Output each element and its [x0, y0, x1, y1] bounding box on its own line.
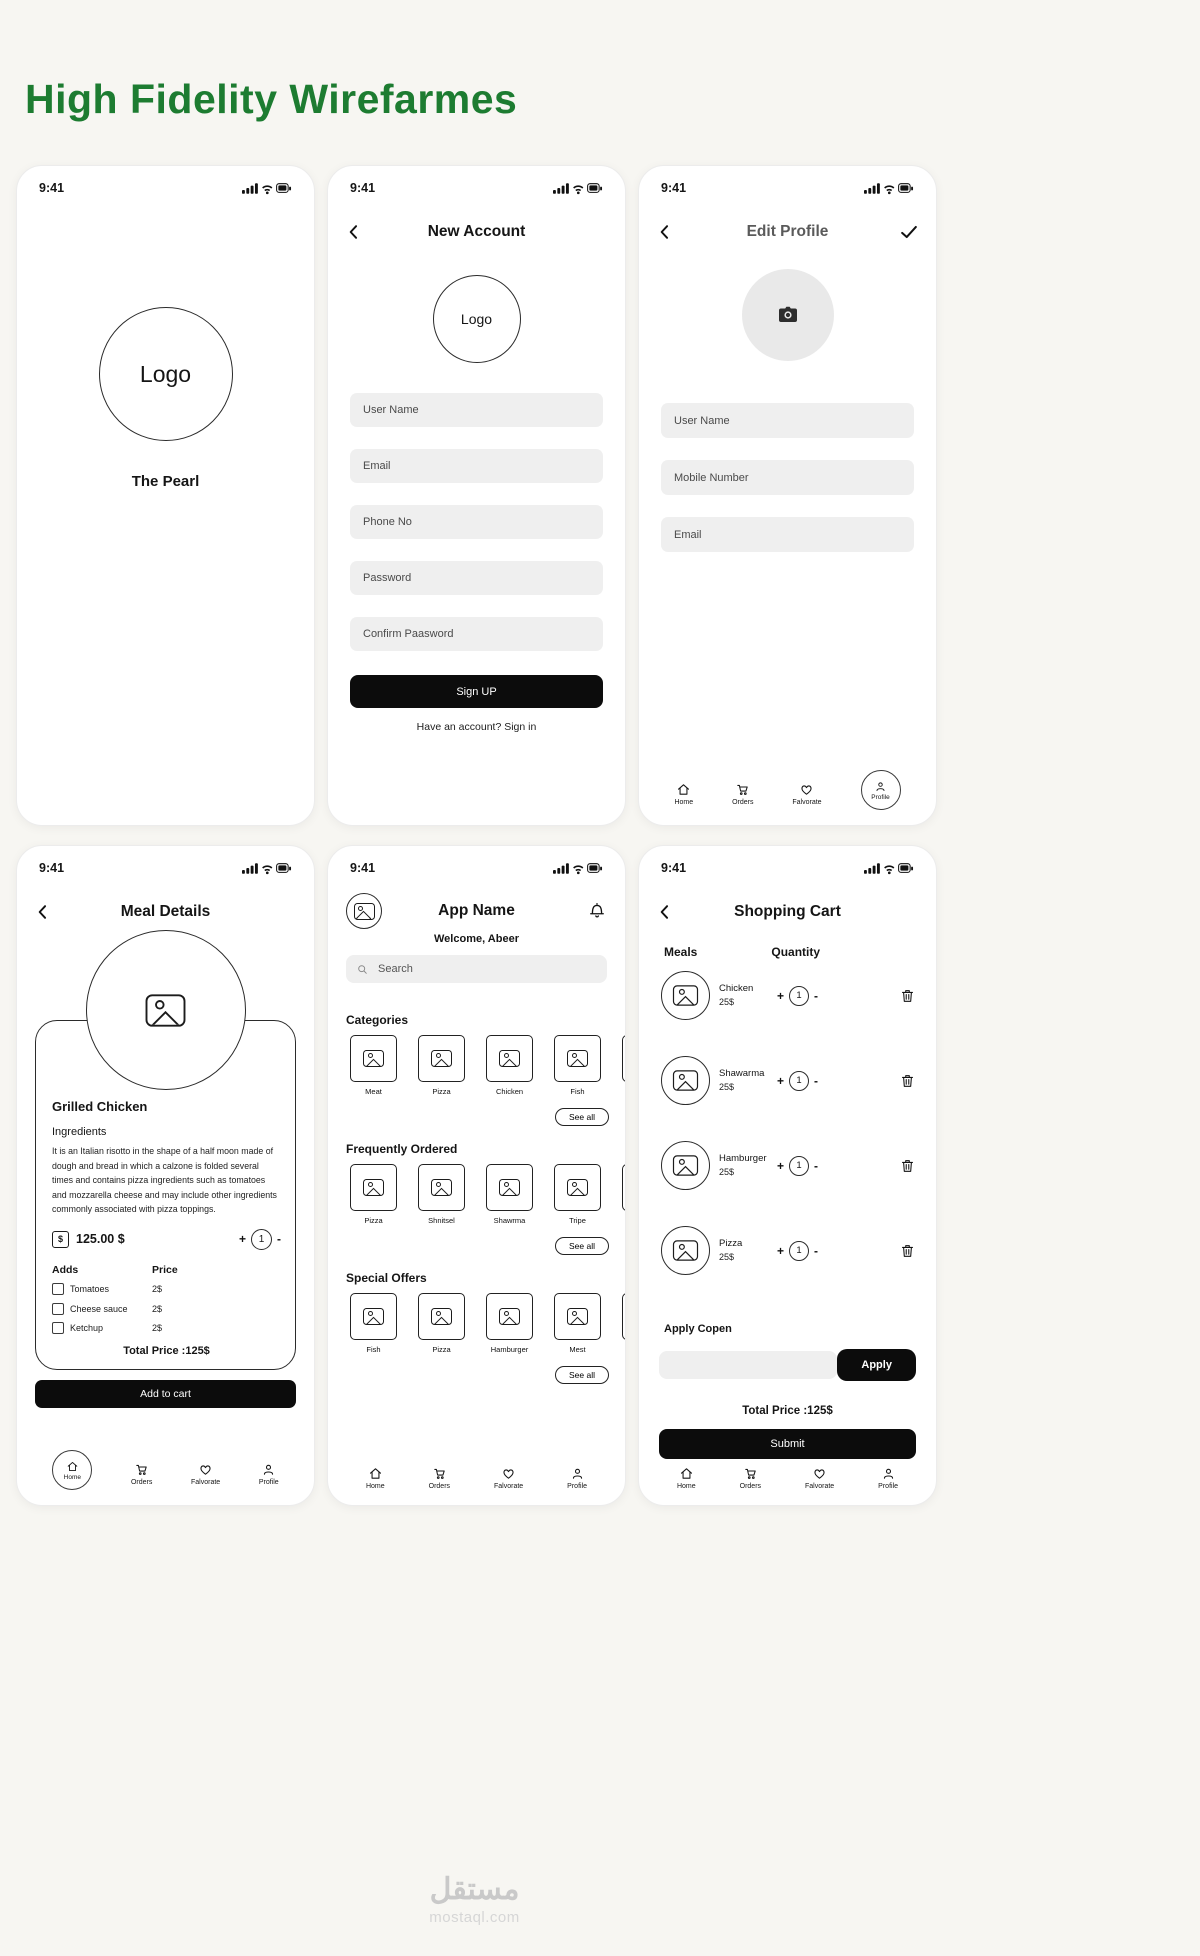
email-input[interactable]	[661, 517, 914, 552]
nav-item-orders[interactable]: Orders	[740, 1466, 761, 1491]
remove-item-button[interactable]	[899, 1072, 916, 1090]
image-placeholder-icon	[431, 1179, 452, 1196]
checkmark-icon	[898, 221, 920, 243]
decrease-button[interactable]: -	[814, 1243, 819, 1258]
nav-item-favorite[interactable]: Falvorate	[191, 1462, 220, 1487]
quantity-value: 1	[789, 986, 809, 1006]
profile-photo-button[interactable]	[742, 269, 834, 361]
quantity-stepper	[239, 1229, 281, 1250]
cart-item-name: Shawarma	[719, 1068, 765, 1080]
increase-button[interactable]: +	[777, 988, 785, 1003]
screen-shopping-cart	[638, 845, 937, 1506]
username-input[interactable]	[350, 393, 603, 427]
image-placeholder-icon	[567, 1308, 588, 1325]
meal-price: 125.00 $	[76, 1232, 125, 1247]
status-time: 9:41	[661, 181, 687, 195]
signal-wifi-battery-icons	[553, 182, 603, 195]
remove-item-button[interactable]	[899, 1242, 916, 1260]
signal-wifi-battery-icons	[864, 182, 914, 195]
quantity-value: 1	[789, 1241, 809, 1261]
image-placeholder-icon	[363, 1050, 384, 1067]
quantity-stepper	[777, 1156, 818, 1176]
nav-item-favorite[interactable]: Falvorate	[792, 782, 821, 807]
screen-title: Edit Profile	[746, 223, 829, 240]
bottom-nav	[328, 1466, 625, 1491]
nav-item-favorite[interactable]: Falvorate	[494, 1466, 523, 1491]
nav-item-home[interactable]: Home	[52, 1450, 92, 1490]
offer-item[interactable]: Fish	[350, 1293, 397, 1354]
price-row	[52, 1229, 281, 1250]
status-bar	[328, 166, 625, 195]
confirm-button[interactable]	[898, 221, 920, 243]
image-placeholder-icon	[673, 1155, 698, 1175]
logo-text: Logo	[460, 311, 493, 327]
cart-item-name: Pizza	[719, 1238, 743, 1250]
back-button[interactable]	[655, 902, 675, 922]
back-button[interactable]	[33, 902, 53, 922]
frequent-item[interactable]: Pizza	[350, 1164, 397, 1225]
profile-icon	[570, 1466, 585, 1481]
submit-order-button[interactable]: Submit	[659, 1429, 916, 1459]
heart-icon	[501, 1466, 516, 1481]
back-icon	[655, 222, 675, 242]
signal-wifi-battery-icons	[864, 862, 914, 875]
see-all-frequent-button[interactable]: See all	[555, 1237, 609, 1255]
nav-item-profile[interactable]: Profile	[861, 770, 901, 810]
sign-in-link[interactable]: Have an account? Sign in	[416, 721, 537, 733]
screen-header	[639, 901, 936, 923]
tomatoes-checkbox[interactable]	[52, 1283, 64, 1295]
bottom-nav	[639, 1466, 936, 1491]
meal-thumbnail	[661, 1141, 710, 1190]
frequent-item[interactable]: Tripe	[554, 1164, 601, 1225]
status-time: 9:41	[661, 861, 687, 875]
status-bar	[639, 166, 936, 195]
quantity-value: 1	[789, 1071, 809, 1091]
bottom-nav	[639, 778, 936, 810]
home-header	[328, 893, 625, 929]
addon-label: Ketchup	[70, 1323, 104, 1334]
image-placeholder-icon	[567, 1050, 588, 1067]
trash-icon	[899, 1072, 916, 1090]
see-all-offers-button[interactable]: See all	[555, 1366, 609, 1384]
nav-item-profile[interactable]: Profile	[878, 1466, 898, 1491]
welcome-text: Welcome, Abeer	[434, 933, 519, 945]
screen-splash	[16, 165, 315, 826]
home-icon	[679, 1466, 694, 1481]
page-title: High Fidelity Wirefarmes	[25, 76, 518, 122]
bell-icon	[587, 900, 607, 920]
nav-item-home[interactable]: Home	[674, 782, 693, 807]
screen-meal-details	[16, 845, 315, 1506]
profile-form	[639, 403, 936, 574]
profile-icon	[881, 1466, 896, 1481]
meal-name: Grilled Chicken	[52, 1099, 148, 1114]
sign-up-button[interactable]: Sign UP	[350, 675, 603, 708]
screen-title: App Name	[438, 902, 515, 919]
meal-image	[86, 930, 246, 1090]
image-placeholder-icon	[673, 1070, 698, 1090]
app-name: The Pearl	[131, 473, 200, 490]
trash-icon	[899, 1157, 916, 1175]
signup-form	[328, 393, 625, 708]
screen-home	[327, 845, 626, 1506]
image-placeholder-icon	[499, 1050, 520, 1067]
splash-body	[17, 195, 314, 825]
cart-item	[639, 1056, 936, 1105]
back-button[interactable]	[344, 222, 364, 242]
quantity-value: 1	[789, 1156, 809, 1176]
search-bar[interactable]	[346, 955, 607, 983]
cart-icon	[735, 782, 750, 797]
status-time: 9:41	[39, 861, 65, 875]
profile-icon	[874, 780, 887, 793]
search-icon	[356, 963, 369, 976]
app-logo	[433, 275, 521, 363]
offer-item[interactable]: Pizza	[418, 1293, 465, 1354]
ketchup-checkbox[interactable]	[52, 1322, 64, 1334]
app-logo-icon	[346, 893, 382, 929]
addon-price: 2$	[152, 1303, 163, 1314]
status-time: 9:41	[39, 181, 65, 195]
frequently-ordered-row	[328, 1164, 625, 1225]
addons-header	[52, 1264, 281, 1276]
cart-item	[639, 1226, 936, 1275]
cart-item-price: 25$	[719, 1166, 735, 1177]
addon-label: Cheese sauce	[70, 1303, 128, 1314]
cart-column-headers	[664, 945, 936, 959]
decrease-button[interactable]: -	[814, 988, 819, 1003]
phone-input[interactable]	[350, 505, 603, 539]
frequent-item[interactable]: Shnitsel	[418, 1164, 465, 1225]
screen-header	[328, 221, 625, 243]
remove-item-button[interactable]	[899, 987, 916, 1005]
nav-item-home[interactable]: Home	[366, 1466, 385, 1491]
addon-label: Tomatoes	[70, 1284, 110, 1295]
categories-row	[328, 1035, 625, 1096]
addon-row	[52, 1303, 281, 1315]
home-icon	[368, 1466, 383, 1481]
frequent-item-partial[interactable]	[622, 1164, 625, 1225]
quantity-stepper	[777, 986, 818, 1006]
coupon-label: Apply Copen	[664, 1323, 732, 1335]
cart-item-name: Chicken	[719, 983, 754, 995]
wireframes-grid	[16, 165, 937, 1506]
cheese-sauce-checkbox[interactable]	[52, 1303, 64, 1315]
signal-wifi-battery-icons	[242, 182, 292, 195]
notifications-button[interactable]	[587, 900, 607, 920]
cart-icon	[432, 1466, 447, 1481]
increase-button[interactable]: +	[777, 1073, 785, 1088]
coupon-row	[659, 1349, 916, 1381]
signal-wifi-battery-icons	[242, 862, 292, 875]
frequent-item[interactable]: Shawrma	[486, 1164, 533, 1225]
image-placeholder-icon	[363, 1179, 384, 1196]
image-placeholder-icon	[673, 1240, 698, 1260]
cart-icon	[134, 1462, 149, 1477]
see-all-categories-button[interactable]: See all	[555, 1108, 609, 1126]
heart-icon	[799, 782, 814, 797]
search-input[interactable]	[376, 962, 597, 976]
heart-icon	[812, 1466, 827, 1481]
watermark	[16, 1872, 933, 1926]
image-placeholder-icon	[354, 903, 375, 920]
category-item[interactable]: Meat	[350, 1035, 397, 1096]
app-logo	[99, 307, 233, 441]
coupon-input[interactable]	[659, 1351, 837, 1379]
status-bar	[639, 846, 936, 875]
home-icon	[676, 782, 691, 797]
category-item-partial[interactable]	[622, 1035, 625, 1096]
decrease-button[interactable]: -	[277, 1232, 281, 1247]
screen-header	[639, 221, 936, 243]
nav-item-profile[interactable]: Profile	[567, 1466, 587, 1491]
password-input[interactable]	[350, 561, 603, 595]
screen-title: Shopping Cart	[734, 903, 841, 920]
screen-title: Meal Details	[120, 903, 211, 920]
total-price: Total Price :125$	[123, 1345, 210, 1358]
image-placeholder-icon	[363, 1308, 384, 1325]
username-input[interactable]	[661, 403, 914, 438]
cart-item	[639, 1141, 936, 1190]
nav-item-favorite[interactable]: Falvorate	[805, 1466, 834, 1491]
apply-coupon-button[interactable]: Apply	[837, 1349, 916, 1381]
signal-wifi-battery-icons	[553, 862, 603, 875]
nav-item-home[interactable]: Home	[677, 1466, 696, 1491]
back-icon	[344, 222, 364, 242]
quantity-value: 1	[251, 1229, 272, 1250]
heart-icon	[198, 1462, 213, 1477]
quantity-column-label: Quantity	[771, 945, 821, 959]
cart-icon	[743, 1466, 758, 1481]
image-placeholder-icon	[499, 1308, 520, 1325]
category-item[interactable]: Pizza	[418, 1035, 465, 1096]
remove-item-button[interactable]	[899, 1157, 916, 1175]
special-offers-row	[328, 1293, 625, 1354]
home-icon	[66, 1460, 79, 1473]
image-placeholder-icon	[567, 1179, 588, 1196]
status-bar	[17, 166, 314, 195]
increase-button[interactable]: +	[238, 1232, 246, 1247]
confirm-password-input[interactable]	[350, 617, 603, 651]
nav-item-orders[interactable]: Orders	[732, 782, 753, 807]
trash-icon	[899, 987, 916, 1005]
section-title-special-offers: Special Offers	[346, 1271, 427, 1285]
ingredients-text: It is an Italian risotto in the shape of a half moon made of dough and bread in which a calzone is folded several times and contains pizza ingredients such as tomatoes and mozzarella cheese and may include other ingredients commonly associated with pizza toppings.	[52, 1146, 277, 1215]
camera-icon	[776, 303, 800, 327]
image-placeholder-icon	[499, 1179, 520, 1196]
mobile-number-input[interactable]	[661, 460, 914, 495]
back-icon	[655, 902, 675, 922]
watermark-arabic-text: مستقل	[429, 1873, 520, 1906]
cart-list	[639, 971, 936, 1311]
quantity-stepper	[777, 1071, 818, 1091]
addon-price: 2$	[152, 1323, 163, 1334]
section-title-frequently-ordered: Frequently Ordered	[346, 1142, 458, 1156]
back-button[interactable]	[655, 222, 675, 242]
offer-item-partial[interactable]	[622, 1293, 625, 1354]
add-to-cart-button[interactable]: Add to cart	[35, 1380, 296, 1408]
meal-thumbnail	[661, 971, 710, 1020]
increase-button[interactable]: +	[777, 1158, 785, 1173]
section-title-categories: Categories	[346, 1013, 409, 1027]
screen-title: New Account	[427, 223, 526, 240]
adds-column-label: Adds	[52, 1263, 79, 1276]
decrease-button[interactable]: -	[814, 1158, 819, 1173]
increase-button[interactable]: +	[777, 1243, 785, 1258]
decrease-button[interactable]: -	[814, 1073, 819, 1088]
profile-icon	[261, 1462, 276, 1477]
status-time: 9:41	[350, 861, 376, 875]
total-price: Total Price :125$	[742, 1405, 833, 1417]
logo-text: Logo	[139, 360, 192, 387]
addon-row	[52, 1283, 281, 1295]
status-bar	[328, 846, 625, 875]
cart-item	[639, 971, 936, 1020]
ingredients-label: Ingredients	[52, 1126, 107, 1138]
meals-column-label: Meals	[664, 945, 698, 959]
image-placeholder-icon	[146, 994, 186, 1026]
offer-item[interactable]: Mest	[554, 1293, 601, 1354]
nav-item-profile[interactable]: Profile	[259, 1462, 279, 1487]
screen-edit-profile	[638, 165, 937, 826]
image-placeholder-icon	[431, 1308, 452, 1325]
price-column-label: Price	[152, 1263, 178, 1276]
cart-item-name: Hamburger	[719, 1153, 767, 1165]
status-time: 9:41	[350, 181, 376, 195]
cart-item-price: 25$	[719, 1081, 735, 1092]
dollar-icon: $	[52, 1231, 69, 1248]
screen-new-account	[327, 165, 626, 826]
offer-item[interactable]: Hamburger	[486, 1293, 533, 1354]
category-item[interactable]: Chicken	[486, 1035, 533, 1096]
trash-icon	[899, 1242, 916, 1260]
nav-item-orders[interactable]: Orders	[131, 1462, 152, 1487]
meal-thumbnail	[661, 1056, 710, 1105]
meal-thumbnail	[661, 1226, 710, 1275]
addon-row	[52, 1322, 281, 1334]
category-item[interactable]: Fish	[554, 1035, 601, 1096]
watermark-domain-text: mostaql.com	[429, 1909, 520, 1926]
image-placeholder-icon	[673, 985, 698, 1005]
email-input[interactable]	[350, 449, 603, 483]
quantity-stepper	[777, 1241, 818, 1261]
image-placeholder-icon	[431, 1050, 452, 1067]
bottom-nav	[17, 1458, 314, 1490]
cart-item-price: 25$	[719, 1251, 735, 1262]
addon-price: 2$	[152, 1284, 163, 1295]
nav-item-orders[interactable]: Orders	[429, 1466, 450, 1491]
status-bar	[17, 846, 314, 875]
back-icon	[33, 902, 53, 922]
cart-item-price: 25$	[719, 996, 735, 1007]
screen-header	[17, 901, 314, 923]
